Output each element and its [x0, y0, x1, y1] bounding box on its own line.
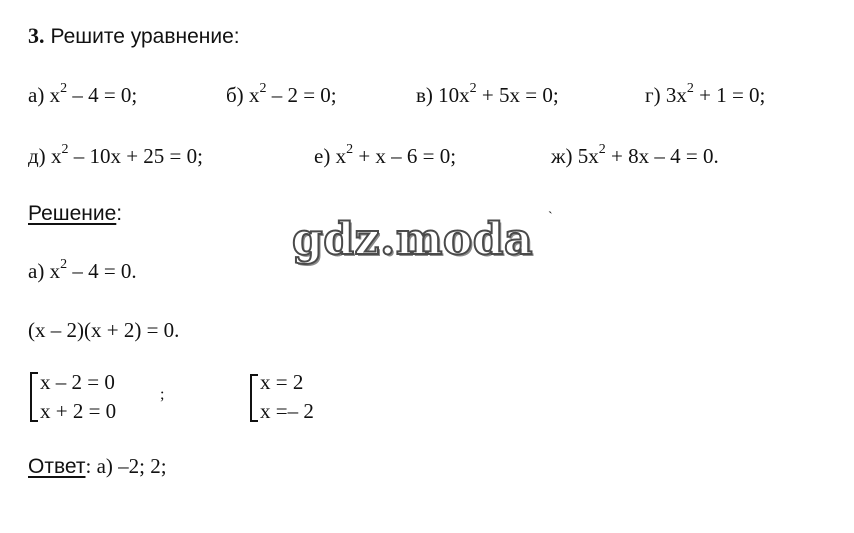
solution-step-1: а) $x^2 - 4 = 0$.: [28, 257, 137, 283]
task-number: 3.: [28, 23, 45, 48]
system1-line-1: x – 2 = 0: [40, 370, 115, 394]
system1-line-2: x + 2 = 0: [40, 399, 117, 423]
equation-g: г) $3x^2 + 1 = 0$;: [645, 81, 766, 107]
task-title: Решите уравнение:: [50, 25, 240, 48]
equation-e: е) $x^2 + x - 6 = 0$;: [314, 142, 457, 168]
stray-mark: `: [548, 210, 553, 225]
answer-label: Ответ: [28, 455, 86, 478]
answer-line: [28, 456, 167, 477]
solution-step-2: (x – 2)(x + 2) = 0.: [28, 318, 180, 342]
system2-line-2: x =– 2: [260, 399, 314, 423]
task-heading: [28, 25, 240, 47]
equation-a: а) $x^2 - 4 = 0$;: [28, 81, 138, 107]
solution-heading: Решение:: [28, 202, 123, 225]
equation-v: в) $10x^2 + 5x = 0$;: [416, 81, 559, 107]
watermark-logo: gdz.moda: [292, 214, 534, 265]
equation-zh: ж) $5x^2 + 8x - 4 = 0$.: [551, 142, 719, 168]
equation-d: д) $x^2 - 10x + 25 = 0$;: [28, 142, 203, 168]
equation-b: б) $x^2 - 2 = 0$;: [226, 81, 337, 107]
system-separator: ;: [160, 386, 165, 403]
system-bracket-1: [30, 372, 38, 422]
system-bracket-2: [250, 374, 258, 422]
answer-text: : а) –2; 2;: [85, 454, 167, 478]
system2-line-1: x = 2: [260, 370, 304, 394]
